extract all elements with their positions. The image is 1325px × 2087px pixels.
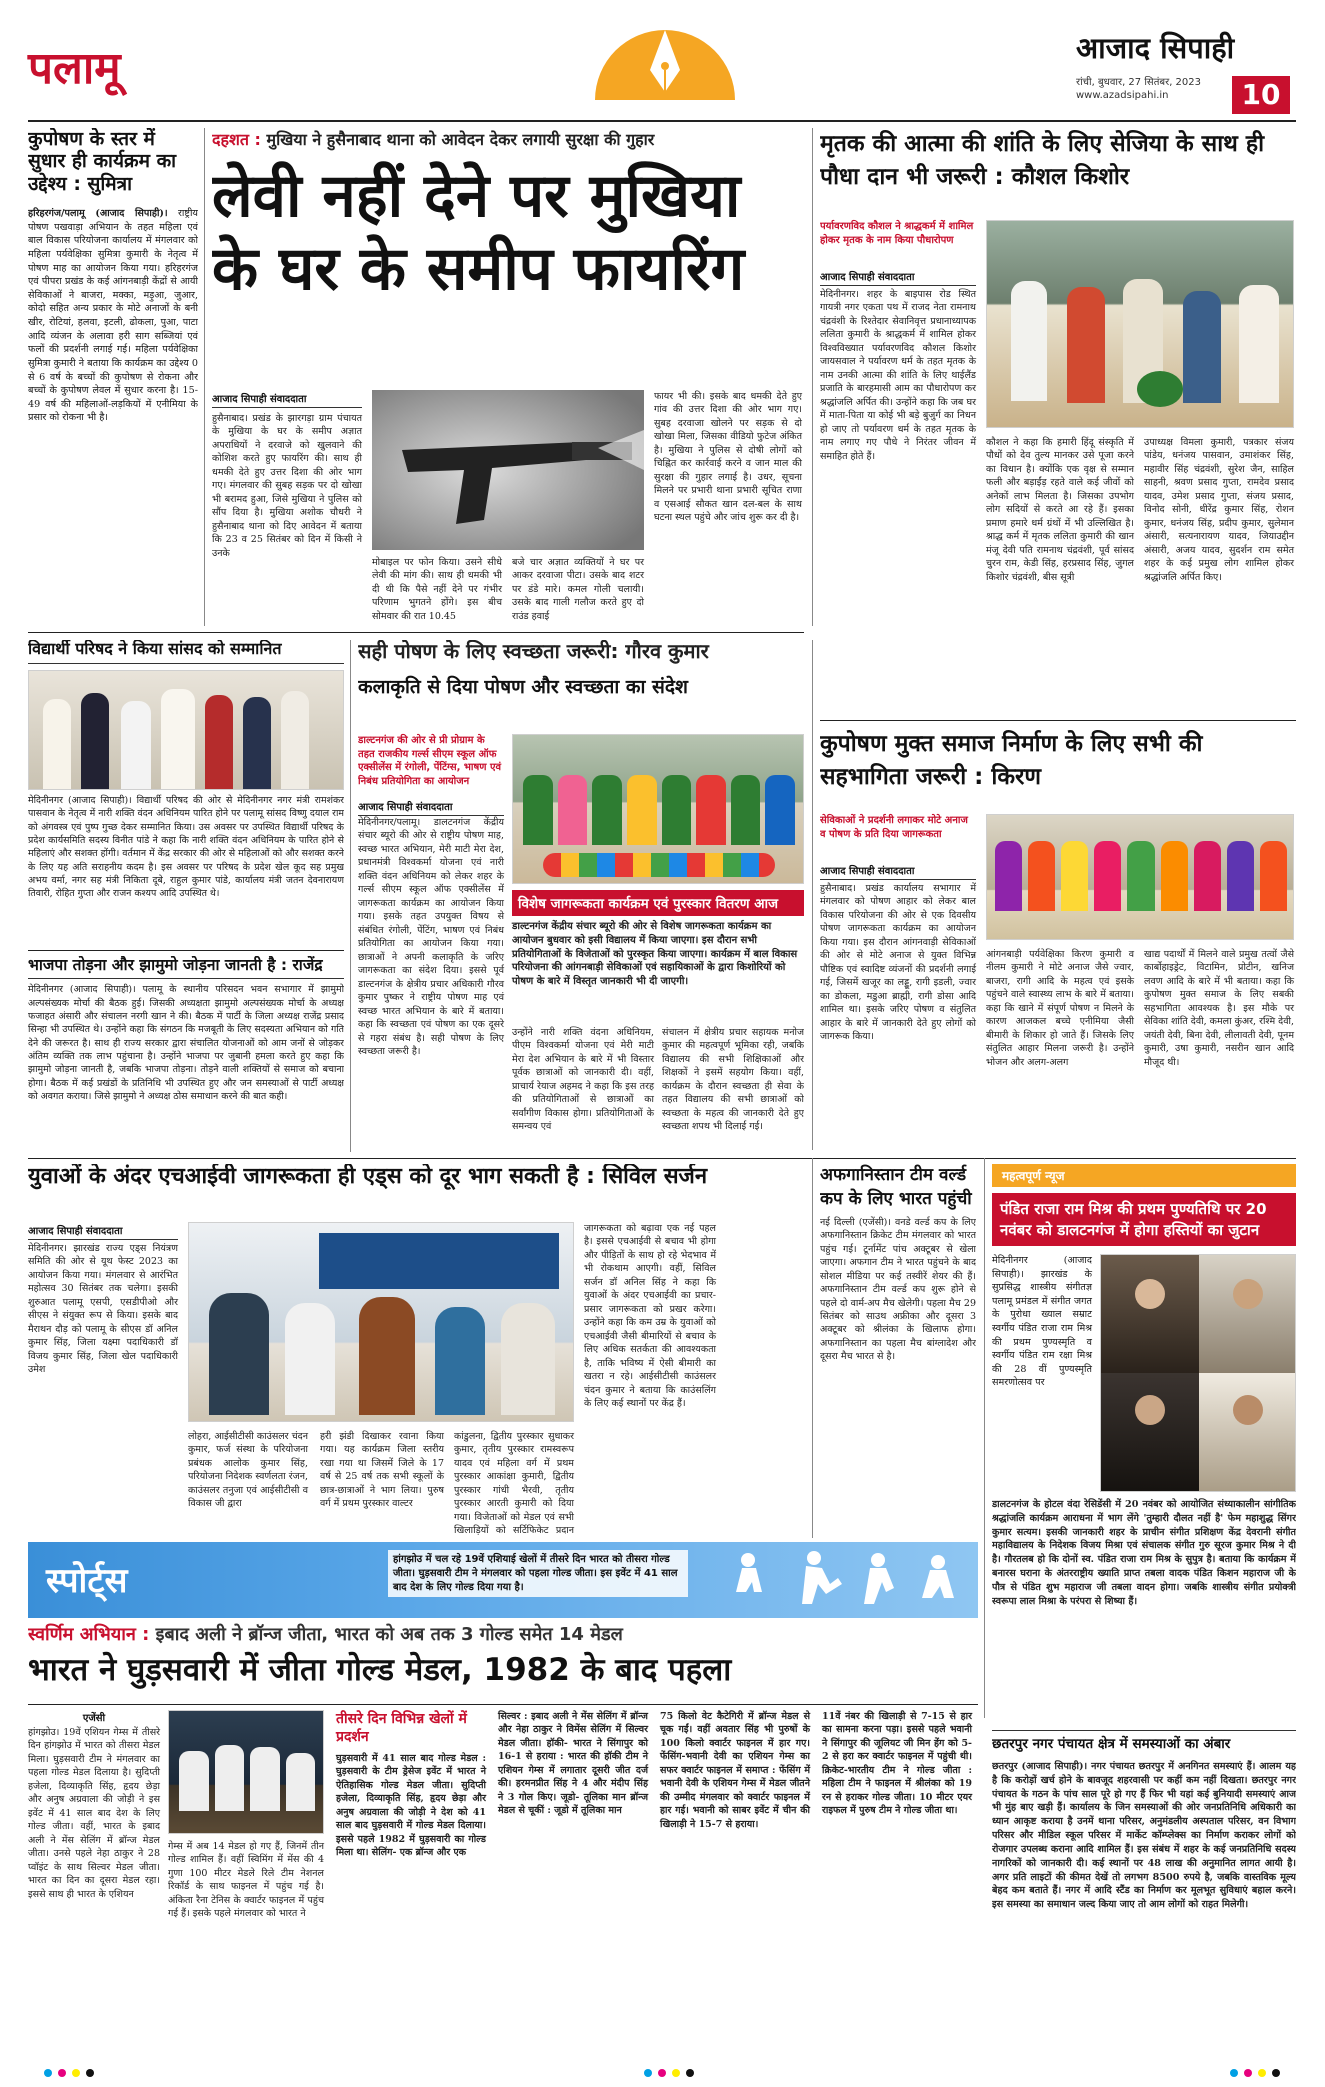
- masthead: [0, 0, 1325, 118]
- sports-kicker-text: इबाद अली ने ब्रॉन्ज जीता, भारत को अब तक 3 गोल्ड समेत 14 मेडल: [155, 1624, 623, 1645]
- chhatarpur-text: छतरपुर (आजाद सिपाही)। नगर पंचायत छतरपुर में अनगिनत समस्याएं हैं। आलम यह है कि करोड़ों खर्च होने के बावजूद शहरवासी पर कहीं कम नहीं दिखता। छतरपुर नगर पंचायत के गठन के पांच साल पूरे हो गए हैं फिर भी यहां कई बुनियादी समस्याएं आज भी मुंह बाए खड़ी हैं। कार्यालय के जिन समस्याओं की ओर जनप्रतिनिधि अधिकारी का ध्यान आकृष्ट कराया है उनमें थाना परिसर, अनुमंडलीय अस्पताल परिसर, वन विभाग परिसर और मीडिल स्कूल परिसर में मार्केट कॉम्प्लेक्स का निर्माण कराकर लोगों को रोजगार उपलब्ध कराना आदि शामिल हैं। इस संबंध में शहर के कई जनप्रतिनिधि सदस्य नागरिकों को जानकारी दी। कई स्थानों पर 48 लाख की अनुमानित लागत आयी है। अगर प्रति लाइटों की कीमत देखें तो लगभग 8500 रुपये है, जबकि वास्तविक मूल्य बेहद कम बताते हैं। नगर में आदि स्टैंड का निर्माण कर मूलभूत सुविधाएं बहाल करने। इस समस्या का समाधान जल्द किया जाए तो आम लोगों को राहत मिलेगी।: [992, 1761, 1296, 1911]
- levy-byline: आजाद सिपाही संवाददाता: [212, 390, 362, 408]
- sports-teaser: हांगझोउ में चल रहे 19वें एशियाई खेलों में तीसरे दिन भारत को तीसरा गोल्ड जीता। घुड़सवारी टीम ने मंगलवार को पहला गोल्ड जीता। इस इवेंट में 41 साल बाद देश के लिए गोल्ड दिया गया है।: [388, 1550, 688, 1597]
- hiv-photo: [188, 1222, 574, 1422]
- bhajpa-article: [28, 956, 344, 1152]
- mritak-callout: पर्यावरणविद कौशल ने श्राद्धकर्म में शामिल होकर मृतक के नाम किया पौधारोपण: [820, 221, 974, 246]
- mahatvapurn-text2: डालटनगंज के होटल वंदा रेसिडेंसी में 20 नवंबर को आयोजित संध्याकालीन सांगीतिक श्रद्धांजलि कार्यक्रम आराधना में भाग लेंगे 'तुम्हारी दौलत नहीं है' फेम महाशुद्ध सिंगर कुमार सत्यम। इसकी जानकारी शहर के प्राचीन संगीत प्रशिक्षण केंद्र देवरानी संगीत महाविद्यालय के निदेशक विजय मिश्रा एवं संचालक संगीत गुरु सूरज कुमार मिश्र ने दी है। गौरतलब हो कि दोनों स्व. पंडित राजा राम मिश्र के सुपुत्र है। बताया कि कार्यक्रम में बनारस घराना के अंतरराष्ट्रीय ख्याति प्राप्त तबला वादक पंडित किशन महाराज जी के पौत्र से पंडित शुभ महाराज जी तबला वादन होगा। जबकि शास्त्रीय संगीत प्रयोक्त्री स्वरूपा लाल मिश्रा के परंपरा से शिष्या हैं।: [992, 1499, 1296, 1607]
- afghan-article: [820, 1164, 976, 1536]
- gaurav-headline: सही पोषण के लिए स्वच्छता जरूरी: गौरव कुमार: [358, 640, 709, 663]
- equestrian-photo: [168, 1710, 324, 1834]
- kiran-col3: खाद्य पदार्थों में मिलने वाले प्रमुख तत्वों जैसे कार्बोहाइड्रेट, विटामिन, प्रोटीन, खनिज लवण आदि के बारे में भी बताया। कहा कि कुपोषण मुक्त समाज के लिए सबकी सहभागिता आवश्यक है। इस मौके पर सेविका शांति देवी, कमला कुंअर, रश्मि देवी, जयंती देवी, बिना देवी, लीलावती देवी, पूनम कुमारी, उषा कुमारी, नसरीन खान आदि मौजूद थी।: [1144, 949, 1294, 1068]
- kuposhan-headline: कुपोषण के स्तर में सुधार ही कार्यक्रम का उद्देश्य : सुमित्रा: [28, 128, 177, 195]
- sports-headline: भारत ने घुड़सवारी में जीता गोल्ड मेडल, 1982 के बाद पहला: [28, 1652, 732, 1688]
- gaurav-banner-text: डाल्टनगंज केंद्रीय संचार ब्यूरो की ओर से विशेष जागरूकता कार्यक्रम का आयोजन बुधवार को इसी विद्यालय में किया जाएगा। इस दौरान सभी प्रतियोगिताओं के विजेताओं को पुरस्कृत किया जाएगा। कार्यक्रम में बाल विकास परियोजना की आंगनबाड़ी सेविकाओं एवं सहायिकाओं के द्वारा किशोरियों को पोषण के बारे में विस्तृत जानकारी भी दी जाएगी।: [512, 921, 798, 988]
- levy-kicker-text: मुखिया ने हुसैनाबाद थाना को आवेदन देकर लगायी सुरक्षा की गुहार: [266, 130, 655, 149]
- vidyarthi-article: [28, 640, 344, 946]
- kiran-col2: आंगनबाड़ी पर्यवेक्षिका किरण कुमारी व नीलम कुमारी ने मोटे अनाज जैसे ज्वार, बाजरा, रागी आदि के महत्व एवं इसके पहुंचने वाले स्वास्थ्य लाभ के बारे में बताया। कहा कि खाने में संपूर्ण पोषण न मिलने के कारण आजकल बच्चे एनीमिया जैसी बीमारी के शिकार हो जाते हैं। जिसके लिए संतुलित आहार मिलना जरूरी है। उन्होंने भोजन और अलग-अलग: [986, 949, 1134, 1068]
- mahatvapurn-label: महत्वपूर्ण न्यूज: [992, 1164, 1296, 1187]
- sports-col2: गेम्स में अब 14 मेडल हो गए हैं, जिनमें तीन गोल्ड शामिल हैं। वहीं स्विमिंग में मेंस की 4 गुणा 100 मीटर मेडले रिले टीम नेशनल रिकॉर्ड के साथ फाइनल में पहुंच गई है। अंकिता रैना टेनिस के क्वार्टर फाइनल में पहुंच गई हैं। इसके पहले मंगलवार को भारत ने: [168, 1841, 324, 1920]
- website[interactable]: www.azadsipahi.in: [1076, 90, 1169, 101]
- gaurav-article: [358, 640, 804, 1152]
- mahatvapurn-headline: पंडित राजा राम मिश्र की प्रथम पुण्यतिथि पर 20 नवंबर को डालटनगंज में होगा हस्तियों का जुटान: [992, 1193, 1296, 1246]
- mritak-headline: मृतक की आत्मा की शांति के लिए सेजिया के साथ ही पौधा दान भी जरूरी : कौशल किशोर: [820, 131, 1265, 191]
- chhatarpur-headline: छतरपुर नगर पंचायत क्षेत्र में समस्याओं का अंबार: [992, 1730, 1296, 1753]
- bhajpa-text: मेदिनीनगर (आजाद सिपाही)। पलामू के स्थानीय परिसदन भवन सभागार में झामुमो अल्पसंख्यक मोर्चा की बैठक हुई। जिसकी अध्यक्षता झामुमो अल्पसंख्यक मोर्चा के अध्यक्ष फजाहत अंसारी और संचालन नरगी खान ने की। बैठक में पार्टी के जिला अध्यक्ष राजेंद्र प्रसाद सिन्हा भी उपस्थित थे। उन्होंने कहा कि संगठन कि मजबूती के लिए सदस्यता अभियान को गति देने की जरूरत है। साथ ही राज्य सरकार द्वारा संचालित योजनाओं को आम जनों से जोड़कर अंतिम व्यक्ति तक लाभ पहुंचाना है। उन्होंने भाजपा पर जुबानी हमला करते हुए कहा कि झामुमो जोड़ना जानती है, जबकि भाजपा तोड़ना। तोड़ने वाली शक्तियों से समाज को बचाना होगा। बैठक में कई प्रखंडों के प्रतिनिधि भी उपस्थित हुए और जन समस्याओं से पार्टी अध्यक्ष को अवगत कराया। जिसे झामुमो ने अध्यक्ष ठोस समाधान करने की बात कही।: [28, 984, 344, 1103]
- sports-figures-icon: [718, 1548, 968, 1612]
- hiv-byline: आजाद सिपाही संवाददाता: [28, 1222, 178, 1240]
- sports-col6: 11वें नंबर की खिलाड़ी से 7-15 से हार का सामना करना पड़ा। इससे पहले भवानी ने सिंगापुर की जूलियट जी मिन हेंग को 5-2 से हरा कर क्वार्टर फाइनल में पहुंची थी। क्रिकेट-भारतीय टीम ने गोल्ड जीता : महिला टीम ने फाइनल में श्रीलंका को 19 रन से हराकर गोल्ड जीता। 10 मीटर एयर राइफल में पुरुष टीम ने गोल्ड जीता था।: [822, 1711, 972, 1817]
- hiv-headline: युवाओं के अंदर एचआईवी जागरूकता ही एड्स को दूर भाग सकती है : सिविल सर्जन: [28, 1164, 708, 1189]
- bhajpa-headline: भाजपा तोड़ना और झामुमो जोड़ना जानती है : राजेंद्र: [28, 956, 344, 979]
- sports-agency: एजेंसी: [82, 1713, 106, 1724]
- kiran-callout: सेविकाओं ने प्रदर्शनी लगाकर मोटे अनाज व पोषण के प्रति दिया जागरूकता: [820, 815, 968, 840]
- pen-nib-logo: [585, 8, 745, 100]
- kiran-byline: आजाद सिपाही संवाददाता: [820, 862, 976, 880]
- footer-dots: [28, 2064, 1296, 2082]
- sports-col3-title: तीसरे दिन विभिन्न खेलों में प्रदर्शन: [336, 1711, 467, 1746]
- levy-article: [212, 128, 804, 626]
- sports-banner: [28, 1542, 978, 1618]
- sports-headline-block: [28, 1622, 978, 1698]
- afghan-headline: अफगानिस्तान टीम वर्ल्ड कप के लिए भारत पहुंची: [820, 1165, 972, 1209]
- kuposhan-text: राष्ट्रीय पोषण पखवाड़ा अभियान के तहत महिला एवं बाल विकास परियोजना कार्यालय में मंगलवार को महिला पर्यवेक्षिका सुमित्रा कुमारी के नेतृत्व में पोषण माह का आयोजन किया गया। हरिहरगंज एवं पीपरा प्रखंड के कई आंगनबाड़ी केंद्रों से आयी सेविकाओं ने बाजरा, मक्का, मड़ुआ, जुआर, कोदो सहित अन्य प्रकार के मोटे अनाजों के बनी खीर, रोटियां, हलवा, इटली, ढोकला, पुआ, पाटा आदि व्यंजन के अलावा हरी साग सब्जियां एवं फलों की प्रदर्शनी लगाई गई। महिला पर्यवेक्षिका सुमित्रा कुमारी ने बताया कि कार्यक्रम का उद्देश्य 0 से 6 वर्ष के बच्चों की कुपोषण से रोकना और बच्चों के कुपोषण लेवल में सुधार करना है। 15-49 वर्ष की महिलाओं-लड़कियों में एनीमिया के प्रसार को रोकना भी है।: [28, 208, 198, 424]
- page-number: 10: [1232, 76, 1290, 114]
- levy-kicker: दहशत :: [212, 130, 261, 149]
- afghan-text: नई दिल्ली (एजेंसी)। वनडे वर्ल्ड कप के लिए अफगानिस्तान क्रिकेट टीम मंगलवार को भारत पहुंच गई। टूर्नामेंट पांच अक्टूबर से खेला जाएगा। अफगान टीम ने भारत पहुंचने के बाद सोशल मीडिया पर कई तस्वीरें शेयर की हैं। अफगानिस्तान टीम वर्ल्ड कप शुरू होने से पहले दो वार्म-अप मैच खेलेगी। पहला मैच 29 सितंबर को साउथ अफ्रीका और दूसरा 3 अक्टूबर को श्रीलंका के खिलाफ होगा। अफगानिस्तान का पहला मैच बांग्लादेश और दूसरा मैच भारत से है।: [820, 1216, 976, 1363]
- mahatvapurn-news: [992, 1164, 1296, 2059]
- musicians-photo: [1100, 1254, 1296, 1492]
- shraddh-photo: [986, 220, 1294, 428]
- sports-body: [28, 1710, 978, 2060]
- kuposhan-article: [28, 128, 198, 626]
- hiv-col2: लोहरा, आईसीटीसी काउंसलर चंदन कुमार, फर्ज संस्था के परियोजना प्रबंधक आलोक कुमार सिंह, परियोजना निदेशक स्वर्णलता रंजन, काउंसलर तनुजा एवं आईसीटीसी व विकास जी द्वारा: [188, 1431, 308, 1510]
- vidyarthi-headline: विद्यार्थी परिषद ने किया सांसद को सम्मानित: [28, 640, 344, 664]
- kiran-photo: [986, 814, 1294, 940]
- mahatvapurn-text1: मेदिनीनगर (आजाद सिपाही)। झारखंड के सुप्रसिद्ध शास्त्रीय संगीतज्ञ पलामू प्रमंडल में संगीत जगत के पुरोधा ख्याल सम्राट स्वर्गीय पंडित राजा राम मिश्र की प्रथम पुण्यस्मृति व स्वर्गीय पंडित राम रक्षा मिश्र की 28 वीं पुण्यस्मृति समरणोत्सव पर: [992, 1255, 1092, 1389]
- gaurav-banner: विशेष जागरूकता कार्यक्रम एवं पुरस्कार वितरण आज: [512, 890, 804, 916]
- mritak-col2: कौशल ने कहा कि हमारी हिंदू संस्कृति में पौधों को देव तुल्य मानकर उसे पूजा करने का विधान है। क्योंकि एक वृक्ष से सम्मान फली और बड़ाईंड़ रहते वाले कई जीवों को अनेकों लाभ मिलता है। जिसका उपभोग लोग सदियों से करते आ रहे हैं। इसका प्रमाण हमारे धर्म ग्रंथों में भी उल्लिखित है। श्राद्ध कर्म में मृतक ललिता कुमारी की खान मंजू देवी पति रामनाथ चंद्रवंशी, पूर्व सांसद चुरन राम, केडी सिंह, हरप्रसाद सिंह, जुगल किशोर चंद्रवंशी, बीस सूत्री: [986, 437, 1134, 583]
- vidyarthi-photo: [28, 670, 344, 790]
- kiran-col1: हुसैनाबाद। प्रखंड कार्यालय सभागार में मंगलवार को पोषण आहार को लेकर बाल विकास परियोजना की ओर से एक दिवसीय पोषण जागरूकता कार्यक्रम का आयोजन किया गया। इस दौरान आंगनवाड़ी सेविकाओं की ओर से मोटे अनाज से युक्त विभिन्न पौष्टिक एवं स्वादिष्ट व्यंजनों की प्रदर्शनी लगाई गई, जिसमें खजूर का लड्डू, रागी इडली, ज्वार का डोकला, मडुआ ब्राह्मी, रागी डोसा आदि शामिल था। इसके जरिए पोषण व संतुलित आहार के बारे में जानकारी देते हुए लोगों को जागरूक किया।: [820, 883, 976, 1043]
- gaurav-text2: उन्होंने नारी शक्ति वंदना अधिनियम, पीएम विश्वकर्मा योजना एवं मेरी माटी मेरा देश अभियान के बारे में भी विस्तार पूर्वक छात्राओं को जानकारी दी। वहीं, प्राचार्य रेयाज अहमद ने कहा कि इस तरह की प्रतियोगिताओं से छात्राओं का सर्वांगीण विकास होगा। प्रतियोगिताओं के समन्वय एवं: [512, 1027, 654, 1133]
- gaurav-byline: आजाद सिपाही संवाददाता: [358, 798, 504, 816]
- hiv-article: [28, 1164, 812, 1536]
- levy-col3: बजे चार अज्ञात व्यक्तियों ने घर पर आकर दरवाजा पीटा। उसके बाद शटर पर डंडे मारे। कमल गोली चलायी। उसके बाद गाली गलौज करते हुए दो राउंड हवाई: [512, 557, 644, 622]
- sports-label: स्पोर्ट्स: [46, 1561, 128, 1601]
- mritak-article: [820, 128, 1296, 718]
- sports-col4: सिल्वर : इबाद अली ने मेंस सेलिंग में ब्रॉन्ज और नेहा ठाकुर ने विमेंस सेलिंग में सिल्वर मेडल जीता। हॉकी- भारत ने सिंगापुर को 16-1 से हराया : भारत की हॉकी टीम ने एशियन गेम्स में लगातार दूसरी जीत दर्ज की। हरमनप्रीत सिंह ने 4 और मंदीप सिंह ने 3 गोल किए। जूडो- तूलिका मान ब्रॉन्ज मेडल से चूकीं : जूडो में तूलिका मान: [498, 1711, 648, 1817]
- sports-col5: 75 किलो वेट कैटेगिरी में ब्रॉन्ज मेडल से चूक गईं। वहीं अवतार सिंह भी पुरुषों के 100 किलो क्वार्टर फाइनल में हार गए। फेंसिंग-भवानी देवी का एशियन गेम्स का सफर क्वार्टर फाइनल में समाप्त : फेंसिंग में भवानी देवी के एशियन गेम्स में मेडल जीतने की उम्मीद मंगलवार को क्वार्टर फाइनल में हार गई। भवानी को साबर इवेंट में चीन की खिलाड़ी ने 15-7 से हराया।: [660, 1711, 810, 1830]
- color-registration-marks: [28, 2064, 1296, 2082]
- pistol-photo: [372, 390, 644, 550]
- sports-col1: हांगझोउ। 19वें एशियन गेम्स में तीसरे दिन हांगझोउ में भारत को तीसरा मेडल मिला। घुड़सवारी टीम ने मंगलवार का पहला गोल्ड मेडल दिलाया है। सुदिप्ती हजेला, दिव्याकृति सिंह, हृदय छेड़ा और अनुष अग्रवाला की जोड़ी ने इस इवेंट में 41 साल बाद देश के लिए गोल्ड जीता। वहीं, भारत के इबाद अली ने मेंस सेलिंग में ब्रॉन्ज मेडल जीता। उनसे पहले नेहा ठाकुर ने 28 प्वॉइंट के साथ सिल्वर मेडल जीता। भारत का दिन का दूसरा मेडल रहा। इससे साथ ही भारत के एशियन: [28, 1727, 160, 1900]
- paper-name: आजाद सिपाही: [1076, 31, 1235, 65]
- kuposhan-dateline: हरिहरगंज/पलामू (आजाद सिपाही)।: [28, 208, 168, 220]
- kiran-article: [820, 728, 1296, 1152]
- school-photo: [512, 734, 804, 884]
- mritak-col1: मेदिनीनगर। शहर के बाइपास रोड स्थित गायत्री नगर एकता पथ में राजद नेता रामनाथ चंद्रवंशी के रिश्तेदार सेवानिवृत्त प्रधानाध्यापक ललिता कुमारी के श्राद्धकर्म में शामिल होकर विश्वविख्यात पर्यावरणविद कौशल किशोर जायसवाल ने पर्यावरण धर्म के तहत मृतक के नाम उनकी आत्मा की शांति के लिए थाईलैंड प्रजाति के बारहमासी आम का पौधारोपण कर श्रद्धांजलि अर्पित की। उन्होंने कहा कि जब घर में माता-पिता या कोई भी बड़े बुजुर्ग का निधन हो जाए तो पर्यावरण धर्म के तहत मृतक के नाम लगाए गए पौधे ने निरंतर जीवन में समाहित होते हैं।: [820, 289, 976, 462]
- hiv-col1: मेदिनीनगर। झारखंड राज्य एड्स नियंत्रण समिति की ओर से यूथ फेस्ट 2023 का आयोजन किया गया। मंगलवार से आरंभित महोत्सव 30 सितंबर तक चलेगा। इसकी शुरुआत पलामू एसपी, एसडीपीओ और सीएस ने संयुक्त रूप से किया। इसके बाद मैराथन दौड़ को पलामू के सीएस डॉ अनिल कुमार सिंह, जिला यक्ष्मा पदाधिकारी डॉ विजय कुमार सिंह, जिला खेल पदाधिकारी उमेश: [28, 1243, 178, 1376]
- kiran-headline: कुपोषण मुक्त समाज निर्माण के लिए सभी की सहभागिता जरूरी : किरण: [820, 731, 1203, 791]
- hiv-col3: हरी झंडी दिखाकर रवाना किया गया। यह कार्यक्रम जिला स्तरीय रखा गया था जिसमें जिले के 17 वर्ष से 25 वर्ष तक सभी स्कूलों के छात्र-छात्राओं ने भाग लिया। पुरुष वर्ग में प्रथम पुरस्कार वाल्टर: [320, 1431, 444, 1510]
- sports-col3: घुड़सवारी में 41 साल बाद गोल्ड मेडल : घुड़सवारी के टीम ड्रेसेज इवेंट में भारत ने ऐतिहासिक गोल्ड मेडल जीता। सुदिप्ती हजेला, दिव्याकृति सिंह, हृदय छेड़ा और अनुष अग्रवाला की जोड़ी ने देश को 41 साल बाद घुड़सवारी में गोल्ड मेडल दिलाया। इससे पहले 1982 में घुड़सवारी का गोल्ड मिला था। सेलिंग- एक ब्रॉन्ज और एक: [336, 1753, 486, 1859]
- levy-headline: लेवी नहीं देने पर मुखिया के घर के समीप फायरिंग: [212, 161, 745, 305]
- hiv-col5: जागरूकता को बढ़ावा एक नई पहल है। इससे एचआईवी से बचाव भी होगा और पीड़ितों के साथ हो रहे भेदभाव में भी रोकथाम आएगी। वहीं, सिविल सर्जन डॉ अनिल सिंह ने कहा कि युवाओं के अंदर एचआईवी का प्रचार-प्रसार जागरूकता को प्रखर करेगा। उन्होंने कहा कि कम उम्र के युवाओं को एचआईवी जैसी बीमारियों से बचाव के लिए अधिक सतर्कता की आवश्यकता है, ताकि भविष्य में ऐसी बीमारी का खतरा न रहे। आईसीटीसी काउंसलर चंदन कुमार ने बताया कि काउंसलिंग के लिए कई स्थानों पर केंद्र हैं।: [584, 1223, 716, 1410]
- mritak-byline: आजाद सिपाही संवाददाता: [820, 268, 976, 286]
- dateline: रांची, बुधवार, 27 सितंबर, 2023: [1076, 77, 1201, 88]
- sports-kicker: स्वर्णिम अभियान :: [28, 1624, 150, 1645]
- gaurav-subhead: कलाकृति से दिया पोषण और स्वच्छता का संदेश: [358, 675, 688, 698]
- section-name: पलामू: [28, 43, 121, 94]
- mritak-col3: उपाध्यक्ष विमला कुमारी, पत्रकार संजय पांडेय, धनंजय पासवान, उमाशंकर सिंह, महावीर सिंह चंद्रवंशी, सुरेश जैन, साहिल साहनी, श्रवण प्रसाद गुप्ता, रामदेव प्रसाद यादव, उमेश प्रसाद गुप्ता, संजय प्रसाद, विनोद सोनी, धीरेंद्र कुमार सिंह, रोशन कुमार, धनंजय सिंह, प्रदीप कुमार, सुलेमान अंसारी, सत्यनारायण यादव, जियाउद्दीन अंसारी, अजय यादव, सुदर्शन राम समेत शहर के कई प्रमुख लोग शामिल होकर श्रद्धांजलि अर्पित किए।: [1144, 437, 1294, 583]
- gaurav-text3: संचालन में क्षेत्रीय प्रचार सहायक मनोज कुमार की महत्वपूर्ण भूमिका रही, जबकि विद्यालय की सभी शिक्षिकाओं और शिक्षकों ने इसमें सहयोग किया। वहीं, कार्यक्रम के दौरान स्वच्छता ही सेवा के तहत विद्यालय की सभी छात्राओं को स्वच्छता के महत्व की जानकारी देते हुए स्वच्छता शपथ भी दिलाई गई।: [662, 1027, 804, 1133]
- gaurav-callout: डाल्टनगंज की ओर से प्री प्रोग्राम के तहत राजकीय गर्ल्स सीएम स्कूल ऑफ एक्सीलेंस में रंगोली, पेंटिंग्स, भाषण एवं निबंध प्रतियोगिता का आयोजन: [358, 735, 502, 787]
- levy-col1: हुसैनाबाद। प्रखंड के झारगड़ा ग्राम पंचायत के मुखिया के घर के समीप अज्ञात अपराधियों ने दरवाजे को खुलवाने की कोशिश करते हुए फायरिंग की। साथ ही धमकी देते हुए उत्तर दिशा की ओर भाग गए। मंगलवार की सुबह सड़क पर दो खोखा भी बरामद हुआ, जिसे मुखिया ने पुलिस को सौंप दिया है। मुखिया अशोक चौधरी ने हुसैनाबाद थाना को दिए आवेदन में बताया कि 23 व 25 सितंबर को दिन में किसी ने उनके: [212, 413, 362, 559]
- hiv-col4: कांडुलना, द्वितीय पुरस्कार सुधाकर कुमार, तृतीय पुरस्कार रामस्वरूप यादव एवं महिला वर्ग में प्रथम पुरस्कार आकांक्षा कुमारी, द्वितीय पुरस्कार गांधी भैरवी, तृतीय पुरस्कार आरती कुमारी को दिया गया। विजेताओं को मेडल एवं सभी खिलाड़ियों को सर्टिफिकेट प्रदान: [454, 1431, 574, 1536]
- vidyarthi-text: मेदिनीनगर (आजाद सिपाही)। विद्यार्थी परिषद की ओर से मेदिनीनगर नगर मंत्री रामशंकर पासवान के नेतृत्व में नारी शक्ति वंदन अधिनियम पारित होने पर पलामू सांसद विष्णु दयाल राम को अंगवस्त्र एवं पुष्प गुच्छ देकर सम्मानित किया। उस अवसर पर उपस्थित विद्यार्थी परिषद के प्रदेश कार्यसमिति सदस्य विनीत पांडे ने कहा कि नारी शक्ति वंदन अधिनियम के पारित होने से महिलाएं और सशक्त होंगी। वर्तमान में केंद्र सरकार की ओर से महिलाओं को और सशक्त करने के लिए यह अति सराहनीय कदम है। इस अवसर पर परिषद के प्रदेश खेल कूद सह प्रमुख अभय वर्मा, नगर सह मंत्री निकिता दूबे, राहुल कुमार पांडे, कार्यालय मंत्री जतन देवनारायण तिवारी, रोहित गुप्ता और राजन कश्यप आदि उपस्थित थे।: [28, 794, 344, 900]
- levy-col2: मोबाइल पर फोन किया। उसने सीधे लेवी की मांग की। साथ ही धमकी भी दी थी कि पैसे नहीं देने पर गंभीर परिणाम भुगतने होंगे। इस बीच सोमवार की रात 10.45: [372, 557, 502, 622]
- gaurav-text1: मेदिनीनगर/पलामू। डालटनगंज केंद्रीय संचार ब्यूरो की ओर से राष्ट्रीय पोषण माह, स्वच्छ भारत अभियान, मेरी माटी मेरा देश, प्रधानमंत्री विश्वकर्मा योजना एवं नारी शक्ति वंदन अधिनियम को लेकर शहर के गर्ल्स सीएम स्कूल ऑफ एक्सीलेंस में जागरूकता कार्यक्रम का आयोजन किया गया। इसके तहत उपयुक्त विषय से संबंधित रंगोली, पेंटिंग, भाषण एवं निबंध प्रतियोगिता का आयोजन किया गया। छात्राओं ने अपनी कलाकृति के जरिए जागरूकता का संदेश दिया। इससे पूर्व डाल्टनगंज के क्षेत्रीय प्रचार अधिकारी गौरव कुमार पुष्कर ने राष्ट्रीय पोषण माह एवं स्वच्छ भारत अभियान के बारे में बताया। कहा कि स्वच्छता एवं पोषण का एक दूसरे से गहरा संबंध है। सही पोषण के लिए स्वच्छता जरूरी है।: [358, 817, 504, 1058]
- levy-col4: फायर भी की। इसके बाद धमकी देते हुए गांव की उत्तर दिशा की ओर भाग गए। सुबह दरवाजा खोलने पर सड़क से दो खोखा मिला, जिसका वीडियो फुटेज अंकित है। मुखिया ने पुलिस से दोषी लोगों को चिह्नित कर कार्रवाई करने व जान माल की सुरक्षा की गुहार लगाई है। उधर, सूचना मिलने पर प्रभारी थाना प्रभारी सूचित राणा व एसआई सौकत खान दल-बल के साथ घटना स्थल पहुंचे और जांच शुरू कर दी है।: [654, 391, 802, 524]
